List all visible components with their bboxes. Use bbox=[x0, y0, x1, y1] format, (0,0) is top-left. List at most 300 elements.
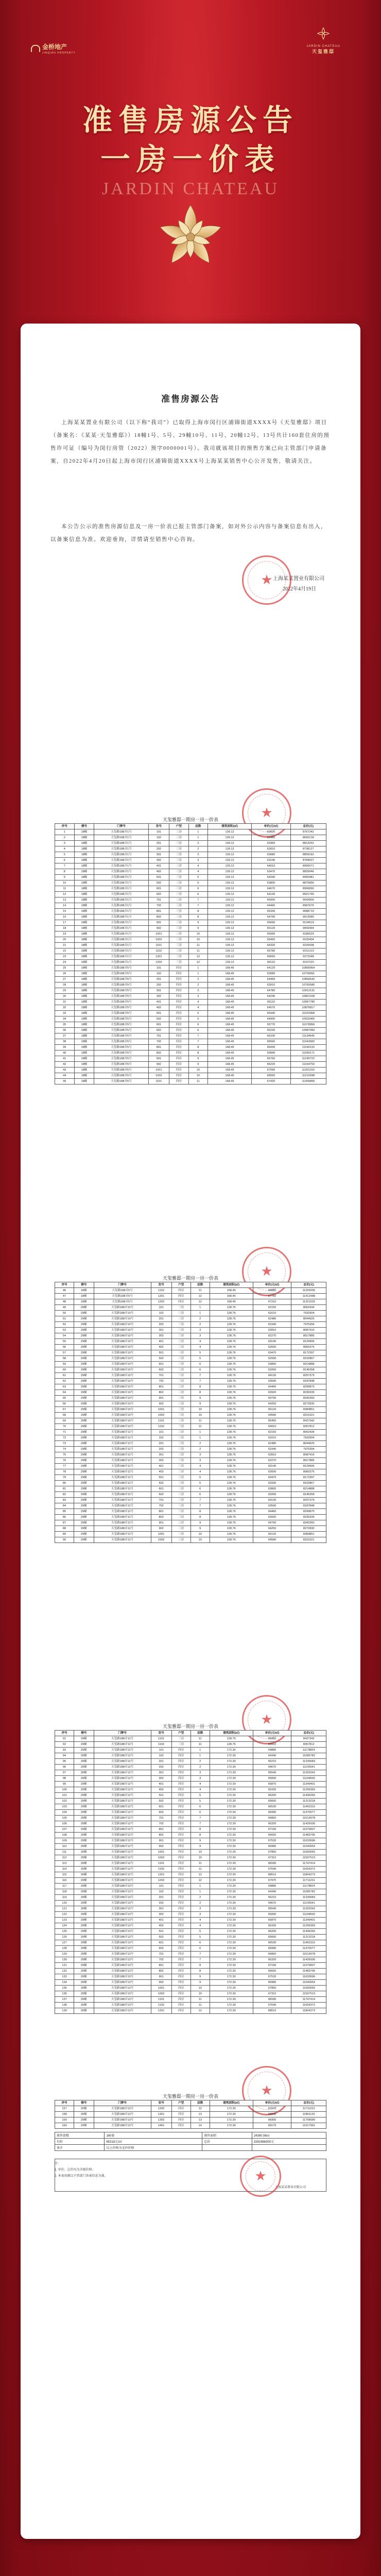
table-cell: 67310 bbox=[253, 1855, 291, 1861]
table-header-cell: 层数 bbox=[190, 1282, 210, 1288]
table-cell: 18幢 bbox=[74, 1045, 94, 1050]
table-cell: 天玺路188弄10号 bbox=[94, 1356, 151, 1362]
table-cell: 天玺路188弄1号 bbox=[94, 869, 148, 875]
table-cell: 天玺路188弄13号 bbox=[94, 1901, 151, 1906]
table-cell: 四房 bbox=[169, 1022, 189, 1028]
table-header-cell: 楼号 bbox=[74, 824, 94, 829]
notice-title: 准售房源公告 bbox=[161, 394, 220, 404]
notice-paragraph-2: 本公告公示的准售房源信息及一房一价表已报主管部门备案，如对外公示内容与备案信息有出入，以备案信息为准。欢迎垂询，详情请至销售中心咨询。 bbox=[50, 524, 327, 543]
table-cell: 天玺路188弄13号 bbox=[94, 2106, 151, 2112]
table-cell: 天玺路188弄12号 bbox=[94, 1878, 151, 1884]
table-cell: 三房 bbox=[169, 954, 189, 960]
table-cell: 9042800 bbox=[290, 897, 326, 903]
table-cell: 62150 bbox=[253, 1430, 291, 1435]
table-row bbox=[55, 1759, 326, 1765]
table-cell: 172.30 bbox=[210, 1867, 253, 1872]
table-row bbox=[55, 1833, 326, 1838]
summary-cell: 1592486300元 bbox=[252, 2139, 326, 2145]
note-line: 2. 本表房源以主管部门备案信息为准。 bbox=[55, 2175, 108, 2178]
table-cell: 83 bbox=[55, 1498, 74, 1503]
table-cell: 128.76 bbox=[210, 1390, 253, 1396]
table-cell: 三房 bbox=[171, 1401, 190, 1407]
table-cell: 天玺路188弄10号 bbox=[94, 1384, 151, 1390]
table-cell: 天玺路188弄12号 bbox=[94, 1855, 151, 1861]
table-row bbox=[55, 1969, 326, 1974]
table-cell: 34 bbox=[55, 1016, 75, 1022]
table-cell: 11235683 bbox=[291, 1895, 326, 1901]
table-cell: 134 bbox=[55, 1980, 74, 1986]
table-cell: 52 bbox=[55, 1322, 74, 1328]
table-cell: 45 bbox=[55, 1079, 75, 1084]
table-cell: 天玺路188弄5号 bbox=[94, 988, 148, 994]
table-cell: 66200 bbox=[253, 1929, 291, 1935]
table-cell: 29幢 bbox=[74, 1742, 94, 1748]
table-cell: 10 bbox=[190, 1532, 210, 1537]
table-cell: 5 bbox=[190, 1799, 210, 1804]
table-cell: 29幢 bbox=[74, 1396, 94, 1401]
table-cell: 11690555 bbox=[291, 1850, 326, 1855]
table-cell: 四房 bbox=[171, 1929, 190, 1935]
table-cell: 139.12 bbox=[208, 858, 252, 863]
table-cell: 3 bbox=[188, 988, 208, 994]
table-cell: 三房 bbox=[171, 1345, 190, 1350]
table-cell: 四房 bbox=[171, 1827, 190, 1833]
table-title: 天玺雅邸一期房一房一价表 bbox=[162, 817, 218, 822]
table-row bbox=[55, 829, 326, 835]
table-cell: 四房 bbox=[171, 1748, 190, 1753]
table-cell: 20幢 bbox=[74, 1844, 94, 1850]
table-cell: 139.12 bbox=[208, 852, 252, 858]
table-cell: 64250 bbox=[253, 1526, 291, 1532]
table-row bbox=[55, 1537, 326, 1543]
table-cell: 1 bbox=[190, 1305, 210, 1311]
table-cell: 12 bbox=[190, 1878, 210, 1884]
table-cell: 66320 bbox=[252, 943, 291, 948]
table-cell: 701 bbox=[148, 1033, 169, 1039]
table-cell: 172.30 bbox=[210, 1799, 253, 1804]
table-cell: 8738127 bbox=[290, 846, 326, 852]
table-cell: 701 bbox=[151, 1816, 171, 1821]
table-cell: 天玺路188弄11号 bbox=[94, 1526, 151, 1532]
table-cell: 11356899 bbox=[290, 1079, 326, 1084]
table-cell: 8342360 bbox=[291, 1396, 326, 1401]
table-cell: 29幢 bbox=[74, 1390, 94, 1396]
table-cell: 11085782 bbox=[291, 1753, 326, 1759]
table-row bbox=[55, 1350, 326, 1356]
table-cell: 139.12 bbox=[208, 841, 252, 846]
table-cell: 139.12 bbox=[208, 886, 252, 892]
table-cell: 64010 bbox=[252, 863, 291, 869]
table-header-cell: 室号 bbox=[151, 1282, 171, 1288]
table-row bbox=[55, 2003, 326, 2008]
table-cell: 168.45 bbox=[208, 1079, 252, 1084]
table-cell: 172.30 bbox=[210, 1895, 253, 1901]
table-cell: 57 bbox=[55, 1350, 74, 1356]
table-cell: 1001 bbox=[151, 1407, 171, 1413]
table-cell: 18幢 bbox=[74, 937, 94, 943]
table-cell: 20幢 bbox=[74, 2112, 94, 2117]
table-cell: 94 bbox=[55, 1753, 74, 1759]
table-cell: 30 bbox=[55, 994, 75, 999]
table-cell: 8087416 bbox=[291, 1452, 326, 1458]
table-cell: 11597513 bbox=[291, 1991, 326, 1997]
table-cell: 701 bbox=[151, 1373, 171, 1379]
table-cell: 128.76 bbox=[210, 1316, 253, 1322]
table-cell: 124 bbox=[55, 1923, 74, 1929]
table-cell: 902 bbox=[151, 1401, 171, 1407]
table-row bbox=[55, 1991, 326, 1997]
table-cell: 11576837 bbox=[291, 1963, 326, 1969]
table-cell: 天玺路188弄12号 bbox=[94, 1782, 151, 1787]
table-cell: 139.12 bbox=[208, 920, 252, 926]
table-cell: 168.45 bbox=[208, 1045, 252, 1050]
table-cell: 4 bbox=[188, 1005, 208, 1011]
table-cell: 1102 bbox=[148, 948, 169, 954]
table-cell: 64460 bbox=[252, 903, 291, 909]
table-cell: 8087416 bbox=[291, 1328, 326, 1333]
table-cell: 24 bbox=[55, 960, 75, 965]
table-cell: 29幢 bbox=[74, 1435, 94, 1441]
table-row bbox=[55, 1039, 326, 1045]
table-cell: 四房 bbox=[171, 1782, 190, 1787]
table-cell: 天玺路188弄5号 bbox=[94, 1033, 148, 1039]
table-cell: 139.12 bbox=[208, 869, 252, 875]
table-cell: 12 bbox=[188, 954, 208, 960]
table-cell: 四房 bbox=[169, 982, 189, 988]
table-row bbox=[55, 1022, 326, 1028]
table-cell: 802 bbox=[151, 1390, 171, 1396]
table-row bbox=[55, 1782, 326, 1787]
table-cell: 三房 bbox=[171, 1503, 190, 1509]
table-cell: 天玺路188弄1号 bbox=[94, 926, 148, 931]
table-cell: 四房 bbox=[171, 1963, 190, 1969]
table-row bbox=[55, 1033, 326, 1039]
table-cell: 1202 bbox=[148, 960, 169, 965]
table-cell: 103 bbox=[55, 1804, 74, 1810]
table-cell: 128.76 bbox=[210, 1458, 253, 1464]
table-cell: 20幢 bbox=[74, 1974, 94, 1980]
table-cell: 四房 bbox=[171, 2008, 190, 2014]
table-cell: 64670 bbox=[252, 886, 291, 892]
table-cell: 9226438 bbox=[290, 943, 326, 948]
table-cell: 67310 bbox=[253, 1991, 291, 1997]
table-cell: 139.12 bbox=[208, 892, 252, 897]
table-cell: 65000 bbox=[252, 897, 291, 903]
table-cell: 天玺路188弄5号 bbox=[94, 965, 148, 971]
table-cell: 172.30 bbox=[210, 1816, 253, 1821]
table-cell: 1 bbox=[190, 1884, 210, 1889]
table-cell: 128.76 bbox=[210, 1413, 253, 1418]
table-cell: 8767342 bbox=[290, 829, 326, 835]
table-cell: 1 bbox=[190, 1753, 210, 1759]
table-cell: 四房 bbox=[169, 994, 189, 999]
table-cell: 四房 bbox=[169, 1005, 189, 1011]
table-cell: 18幢 bbox=[74, 875, 94, 880]
table-cell: 三房 bbox=[169, 869, 189, 875]
table-row bbox=[55, 1401, 326, 1407]
table-cell: 11142641 bbox=[291, 1901, 326, 1906]
table-cell: 61 bbox=[55, 1373, 74, 1379]
table-cell: 901 bbox=[151, 1838, 171, 1844]
table-cell: 9134619 bbox=[290, 920, 326, 926]
table-cell: 79 bbox=[55, 1475, 74, 1481]
table-cell: 天玺路188弄13号 bbox=[94, 1974, 151, 1980]
table-cell: 四房 bbox=[171, 1759, 190, 1765]
table-cell: 402 bbox=[151, 1345, 171, 1350]
table-cell: 63260 bbox=[253, 1367, 291, 1373]
table-cell: 62600 bbox=[253, 1469, 291, 1475]
table-cell: 29幢 bbox=[74, 1316, 94, 1322]
table-cell: 25 bbox=[55, 965, 75, 971]
table-cell: 天玺路188弄13号 bbox=[94, 1946, 151, 1952]
table-cell: 1101 bbox=[148, 943, 169, 948]
table-cell: 四房 bbox=[171, 1923, 190, 1929]
table-cell: 29 bbox=[55, 988, 75, 994]
table-cell: 四房 bbox=[171, 1935, 190, 1940]
table-cell: 701 bbox=[151, 1952, 171, 1957]
table-cell: 8 bbox=[190, 1963, 210, 1969]
table-cell: 29幢 bbox=[74, 1418, 94, 1424]
table-cell: 天玺路188弄13号 bbox=[94, 1912, 151, 1918]
table-cell: 128.76 bbox=[210, 1362, 253, 1367]
summary-sign: 上海某某置业有限公司 bbox=[274, 2186, 306, 2189]
table-cell: 11711231 bbox=[291, 2106, 326, 2112]
table-cell: 18幢 bbox=[74, 846, 94, 852]
table-cell: 天玺路188弄12号 bbox=[94, 1753, 151, 1759]
table-cell: 11078956 bbox=[290, 1022, 326, 1028]
table-cell: 3 bbox=[188, 994, 208, 999]
table-cell: 502 bbox=[148, 880, 169, 886]
table-cell: 10 bbox=[190, 1986, 210, 1991]
table-cell: 三房 bbox=[171, 1526, 190, 1532]
table-cell: 18幢 bbox=[74, 982, 94, 988]
table-cell: 65210 bbox=[253, 1895, 291, 1901]
table-cell: 8357812 bbox=[291, 1742, 326, 1748]
table-cell: 9 bbox=[190, 1401, 210, 1407]
table-cell: 1 bbox=[190, 1430, 210, 1435]
table-cell: 天玺路188弄5号 bbox=[94, 1056, 148, 1062]
table-cell: 三房 bbox=[169, 931, 189, 937]
table-cell: 1 bbox=[188, 835, 208, 841]
table-cell: 天玺路188弄1号 bbox=[94, 880, 148, 886]
table-cell: 11633696 bbox=[291, 1974, 326, 1980]
table-row bbox=[55, 982, 326, 988]
table-title: 天玺雅邸一期房一房一价表 bbox=[162, 1276, 218, 1281]
table-cell: 20幢 bbox=[74, 1912, 94, 1918]
table-cell: 天玺路188弄1号 bbox=[94, 852, 148, 858]
table-row bbox=[55, 1424, 326, 1430]
table-cell: 29幢 bbox=[74, 1481, 94, 1486]
table-cell: 4 bbox=[190, 1339, 210, 1345]
table-cell: 20幢 bbox=[74, 2008, 94, 2014]
table-cell: 29幢 bbox=[74, 1367, 94, 1373]
table-cell: 66220 bbox=[252, 1062, 291, 1067]
table-cell: 天玺路188弄13号 bbox=[94, 1986, 151, 1991]
table-cell: 160 bbox=[55, 2123, 74, 2129]
table-cell: 65120 bbox=[253, 1407, 291, 1413]
table-cell: 天玺路188弄10号 bbox=[94, 1316, 151, 1322]
table-cell: 天玺路188弄13号 bbox=[94, 2117, 151, 2123]
table-cell: 20幢 bbox=[74, 1935, 94, 1940]
table-header-cell: 户型 bbox=[171, 2100, 190, 2106]
table-cell: 65660 bbox=[252, 920, 291, 926]
table-header-cell: 单价(元/㎡) bbox=[253, 1282, 291, 1288]
table-cell: 1101 bbox=[151, 1418, 171, 1424]
table-cell: 128.76 bbox=[210, 1503, 253, 1509]
table-cell: 6 bbox=[190, 1362, 210, 1367]
table-cell: 64880 bbox=[253, 1748, 291, 1753]
table-cell: 172.30 bbox=[210, 2003, 253, 2008]
table-cell: 29幢 bbox=[74, 1356, 94, 1362]
table-row bbox=[55, 1844, 326, 1850]
table-cell: 65660 bbox=[253, 1799, 291, 1804]
table-row bbox=[55, 926, 326, 931]
table-cell: 135 bbox=[55, 1986, 74, 1991]
table-cell: 87 bbox=[55, 1520, 74, 1526]
table-cell: 172.30 bbox=[210, 1855, 253, 1861]
table-cell: 101 bbox=[55, 1793, 74, 1799]
table-cell: 29幢 bbox=[74, 1736, 94, 1742]
table-cell: 64240 bbox=[252, 994, 291, 999]
table-row bbox=[55, 1736, 326, 1742]
table-cell: 20幢 bbox=[74, 1940, 94, 1946]
table-cell: 902 bbox=[151, 1980, 171, 1986]
table-cell: 8996890 bbox=[290, 886, 326, 892]
table-cell: 18幢 bbox=[74, 1062, 94, 1067]
table-cell: 65870 bbox=[253, 1918, 291, 1923]
table-cell: 8315321 bbox=[291, 1537, 326, 1543]
table-cell: 111 bbox=[55, 1850, 74, 1855]
table-cell: 29幢 bbox=[74, 1520, 94, 1526]
table-cell: 29幢 bbox=[74, 1362, 94, 1367]
table-cell: 46 bbox=[55, 1288, 74, 1294]
table-cell: 172.30 bbox=[210, 1906, 253, 1912]
table-cell: 8315321 bbox=[291, 1413, 326, 1418]
table-cell: 168.45 bbox=[208, 971, 252, 977]
table-row bbox=[55, 1294, 326, 1299]
table-cell: 10856542 bbox=[290, 977, 326, 982]
table-header-row bbox=[55, 824, 326, 829]
table-cell: 172.30 bbox=[210, 1889, 253, 1895]
table-cell: 天玺路188弄13号 bbox=[94, 1906, 151, 1912]
table-cell: 110 bbox=[55, 1844, 74, 1850]
table-cell: 13 bbox=[55, 897, 75, 903]
notice-paragraph-1: 上海某某置业有限公司（以下称“我司”）已取得上海市闵行区浦锦街道XXXX号《天玺雅邸》项目（备案名：《某某·天玺雅邸》）18幢1号、5号、29幢10号、11号、20幢12号、13号共计160套住房的预售许可证（编号为闵行房管（2022）预字0000001号）。我司就该项目的预售方案已向主管部门申请备案，自2022年4月20日起上海市闵行区浦锦街道XXXX号上海某某销售中心公开发售，敬请关注。 bbox=[50, 420, 330, 464]
table-row bbox=[55, 1418, 326, 1424]
table-cell: 四房 bbox=[171, 1765, 190, 1770]
table-cell: 20幢 bbox=[74, 1867, 94, 1872]
table-cell: 128.76 bbox=[210, 1515, 253, 1520]
table-cell: 172.30 bbox=[210, 1946, 253, 1952]
table-cell: 7 bbox=[190, 1821, 210, 1827]
table-cell: 8214888 bbox=[291, 1362, 326, 1367]
table-cell: 172.30 bbox=[210, 1884, 253, 1889]
table-cell: 101 bbox=[148, 829, 169, 835]
table-cell: 702 bbox=[148, 903, 169, 909]
table-cell: 四房 bbox=[169, 999, 189, 1005]
table-cell: 20幢 bbox=[74, 1986, 94, 1991]
table-cell: 18幢 bbox=[74, 914, 94, 920]
table-cell: 四房 bbox=[171, 1986, 190, 1991]
table-cell: 7 bbox=[55, 863, 75, 869]
table-cell: 四房 bbox=[171, 1804, 190, 1810]
table-cell: 168.45 bbox=[208, 1067, 252, 1073]
table-cell: 128.76 bbox=[210, 1407, 253, 1413]
table-cell: 29幢 bbox=[74, 1537, 94, 1543]
table-cell: 128.76 bbox=[210, 1464, 253, 1469]
table-cell: 四房 bbox=[171, 1957, 190, 1963]
table-cell: 29幢 bbox=[74, 1492, 94, 1498]
table-cell: 402 bbox=[148, 869, 169, 875]
table-cell: 9 bbox=[55, 875, 75, 880]
table-cell: 66550 bbox=[252, 1073, 291, 1079]
table-cell: 128.76 bbox=[210, 1736, 253, 1742]
table-cell: 902 bbox=[151, 1526, 171, 1532]
table-cell: 172.30 bbox=[210, 1833, 253, 1838]
table-cell: 8 bbox=[188, 914, 208, 920]
table-cell: 128.76 bbox=[210, 1430, 253, 1435]
table-cell: 8859162 bbox=[290, 852, 326, 858]
table-cell: 8 bbox=[190, 1833, 210, 1838]
table-cell: 11023368 bbox=[290, 1011, 326, 1016]
table-cell: 29幢 bbox=[74, 1333, 94, 1339]
table-cell: 天玺路188弄10号 bbox=[94, 1379, 151, 1384]
table-cell: 63 bbox=[55, 1384, 74, 1390]
summary-row bbox=[55, 2145, 326, 2151]
table-cell: 5 bbox=[55, 852, 75, 858]
table-cell: 18幢 bbox=[74, 988, 94, 994]
table-cell: 三房 bbox=[171, 1498, 190, 1503]
table-cell: 802 bbox=[148, 1050, 169, 1056]
table-cell: 118 bbox=[55, 1889, 74, 1895]
table-row bbox=[55, 1929, 326, 1935]
table-row bbox=[55, 2123, 326, 2129]
table-cell: 139.12 bbox=[208, 835, 252, 841]
background-stripe-left bbox=[0, 0, 21, 2576]
table-cell: 6 bbox=[188, 886, 208, 892]
table-cell: 10709991 bbox=[290, 971, 326, 977]
table-cell: 102 bbox=[55, 1799, 74, 1804]
table-header-cell: 序号 bbox=[55, 824, 75, 829]
table-cell: 10 bbox=[190, 1537, 210, 1543]
table-cell: 20幢 bbox=[74, 1827, 94, 1833]
table-cell: 66860 bbox=[253, 1816, 291, 1821]
table-cell: 8129906 bbox=[291, 1464, 326, 1469]
table-cell: 8299870 bbox=[291, 1384, 326, 1390]
table-cell: 8272830 bbox=[291, 1526, 326, 1532]
table-cell: 302 bbox=[151, 1912, 171, 1918]
table-cell: 8060376 bbox=[291, 1469, 326, 1475]
table-cell: 11412488 bbox=[291, 1294, 326, 1299]
table-cell: 10 bbox=[188, 1067, 208, 1073]
table-cell: 3 bbox=[188, 858, 208, 863]
table-cell: 69170 bbox=[253, 2123, 291, 2129]
table-cell: 天玺路188弄1号 bbox=[94, 909, 148, 914]
table-cell: 三房 bbox=[171, 1435, 190, 1441]
table-cell: 18幢 bbox=[74, 1005, 94, 1011]
table-cell: 38 bbox=[55, 1039, 75, 1045]
table-cell: 7 bbox=[190, 1498, 210, 1503]
table-cell: 99 bbox=[55, 1782, 74, 1787]
table-cell: 128.76 bbox=[210, 1418, 253, 1424]
table-row bbox=[55, 1867, 326, 1872]
table-cell: 天玺路188弄10号 bbox=[94, 1345, 151, 1350]
table-cell: 三房 bbox=[171, 1492, 190, 1498]
table-cell: 9272348 bbox=[290, 954, 326, 960]
table-cell: 64120 bbox=[252, 965, 291, 971]
table-cell: 139.12 bbox=[208, 846, 252, 852]
table-cell: 18幢 bbox=[74, 1067, 94, 1073]
